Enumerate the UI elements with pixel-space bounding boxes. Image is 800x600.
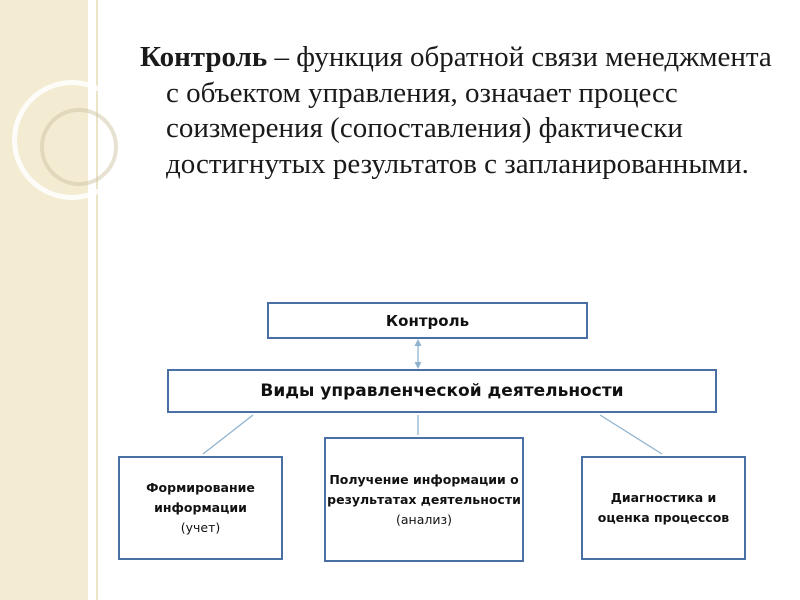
activity-types-box (167, 369, 717, 413)
formation-box (118, 456, 283, 560)
definition-text: – функция обратной связи менеджмента с объектом управления, означает процесс соизмерения (сопоставления) фактически достигнутых результатов с запланированными. (166, 41, 772, 180)
diagnostics-label: Диагностика и оценка процессов (597, 490, 730, 525)
activity-types-label: Виды управленческой деятельности (260, 381, 624, 401)
obtaining-sublabel: (анализ) (395, 511, 452, 527)
control-box (267, 302, 588, 339)
arrowhead-down (415, 362, 422, 369)
formation-sublabel: (учет) (180, 520, 221, 535)
formation-label: Формирование информации (146, 480, 255, 515)
control-label: Контроль (385, 311, 470, 330)
diagnostics-box (581, 456, 746, 560)
definition-term: Контроль (140, 41, 268, 73)
connector-activity-formation (203, 415, 253, 454)
arrowhead-up (415, 339, 422, 346)
connector-activity-diagnostics (600, 415, 662, 454)
obtaining-label: Получение информации о результатах деятельности (327, 471, 521, 507)
obtaining-box (324, 437, 524, 562)
